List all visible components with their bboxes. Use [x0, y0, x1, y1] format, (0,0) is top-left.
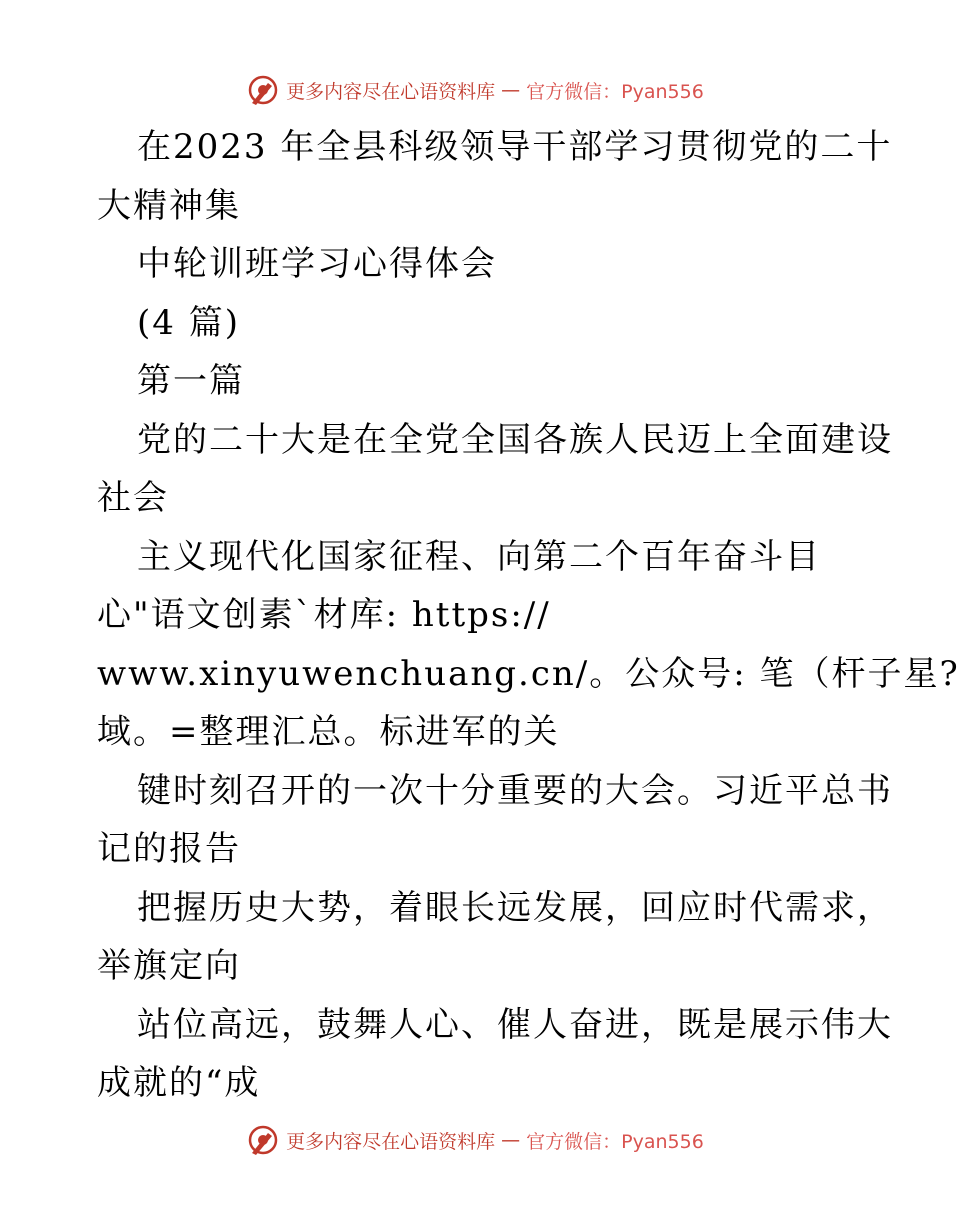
title-line-2: 大精神集	[97, 185, 241, 226]
paragraph-line: 记的报告	[97, 829, 241, 869]
title-line-4: (4 篇)	[137, 302, 240, 343]
banner-wechat: 官方微信：Pyan556	[526, 1130, 704, 1153]
header-banner	[0, 70, 950, 110]
paragraph-line: 键时刻召开的一次十分重要的大会。习近平总书	[137, 770, 893, 811]
banner-text: 更多内容尽在心语资料库	[286, 80, 496, 103]
section-heading: 第一篇	[137, 361, 245, 401]
pen-logo-icon	[246, 1123, 280, 1157]
paragraph-line: 域。=整理汇总。标进军的关	[97, 712, 560, 752]
paragraph-line: 成就的“成	[97, 1063, 261, 1103]
paragraph-line: 心"语文创素`材库: https://	[97, 595, 551, 635]
document-body	[97, 118, 960, 1113]
paragraph-line: 把握历史大势，着眼长远发展，回应时代需求，	[137, 887, 893, 928]
footer-banner	[0, 1120, 950, 1160]
paragraph-line: www.xinyuwenchuang.cn/。公众号: 笔（杆子星?	[97, 653, 960, 694]
banner-separator: —	[501, 79, 521, 101]
title-line-3: 中轮训班学习心得体会	[137, 244, 497, 284]
title-line-1: 在2023 年全县科级领导干部学习贯彻党的二十	[137, 127, 893, 167]
paragraph-line: 党的二十大是在全党全国各族人民迈上全面建设	[137, 419, 893, 460]
pen-logo-icon	[246, 73, 280, 107]
paragraph-line: 社会	[97, 478, 169, 518]
banner-wechat: 官方微信：Pyan556	[526, 80, 704, 103]
paragraph-line: 主义现代化国家征程、向第二个百年奋斗目	[137, 536, 821, 577]
banner-text: 更多内容尽在心语资料库	[286, 1130, 496, 1153]
paragraph-line: 举旗定向	[97, 946, 241, 986]
paragraph-line: 站位高远，鼓舞人心、催人奋进，既是展示伟大	[137, 1004, 893, 1045]
banner-separator: —	[501, 1129, 521, 1151]
